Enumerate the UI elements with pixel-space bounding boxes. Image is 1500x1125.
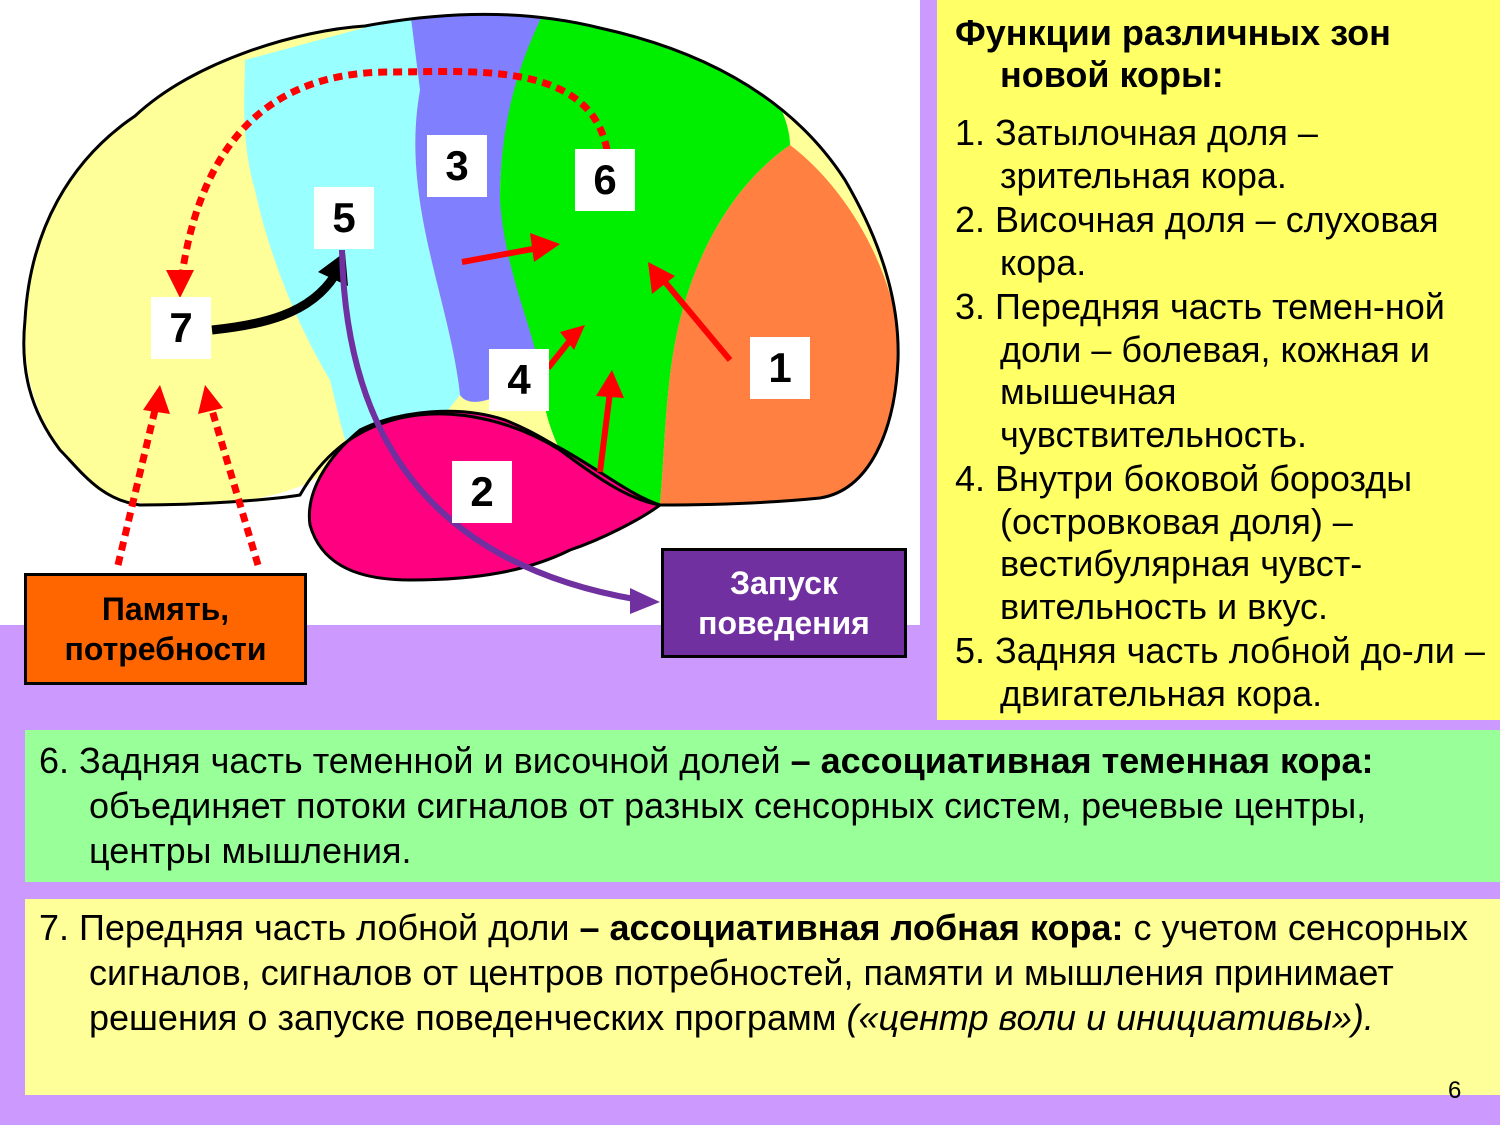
page-number: 6 [1448,1077,1462,1104]
memory-callout-line1: Память, [101,591,230,627]
panel-title-line2: новой коры: [1000,54,1224,95]
box7-lead: 7. Передняя часть лобной доли [39,907,570,948]
memory-needs-callout [24,573,307,685]
zone-label-2: 2 [452,461,512,523]
zone-item-2: 2. Височная доля – слуховая кора. [955,199,1439,283]
box7-text [39,905,1490,1040]
box7-rest: с учетом сенсорных сигналов, сигналов от центров потребностей, памяти и мышления принимает решения о запуске поведенческих программ [89,907,1469,1038]
launch-callout-line1: Запуск [730,565,838,601]
box6-rest: объединяет потоки сигналов от разных сенсорных систем, речевые центры, центры мышления. [89,785,1367,871]
panel-title [955,12,1490,96]
association-parietal-description [25,730,1500,882]
zone-functions-panel [937,0,1500,720]
association-frontal-description [25,899,1500,1095]
memory-callout-line2: потребности [64,631,267,667]
zone-label-4: 4 [489,349,549,411]
box6-text [39,738,1490,873]
launch-callout-line2: поведения [698,605,870,641]
behavior-launch-callout [661,548,907,658]
box7-bold: – ассоциативная лобная кора: [569,907,1124,948]
box7-italic: («центр воли и инициативы»). [846,997,1374,1038]
zone-item-1: 1. Затылочная доля – зрительная кора. [955,112,1318,196]
zone-item-3: 3. Передняя часть темен-ной доли – болевая, кожная и мышечная чувствительность. [955,286,1445,455]
zone-label-3: 3 [427,135,487,197]
box6-bold: – ассоциативная теменная кора: [780,740,1374,781]
zone-label-1: 1 [750,337,810,399]
zone-item-4: 4. Внутри боковой борозды (островковая доля) – вестибулярная чувст-вительность и вкус. [955,458,1413,627]
zone-item-5: 5. Задняя часть лобной до-ли – двигательная кора. [955,630,1485,714]
panel-title-line1: Функции различных зон [955,12,1391,53]
zone-label-6: 6 [575,149,635,211]
box6-lead: 6. Задняя часть теменной и височной долей [39,740,781,781]
zone-label-5: 5 [314,187,374,249]
zone-label-7: 7 [151,297,211,359]
purple-arrow-head [630,588,660,614]
